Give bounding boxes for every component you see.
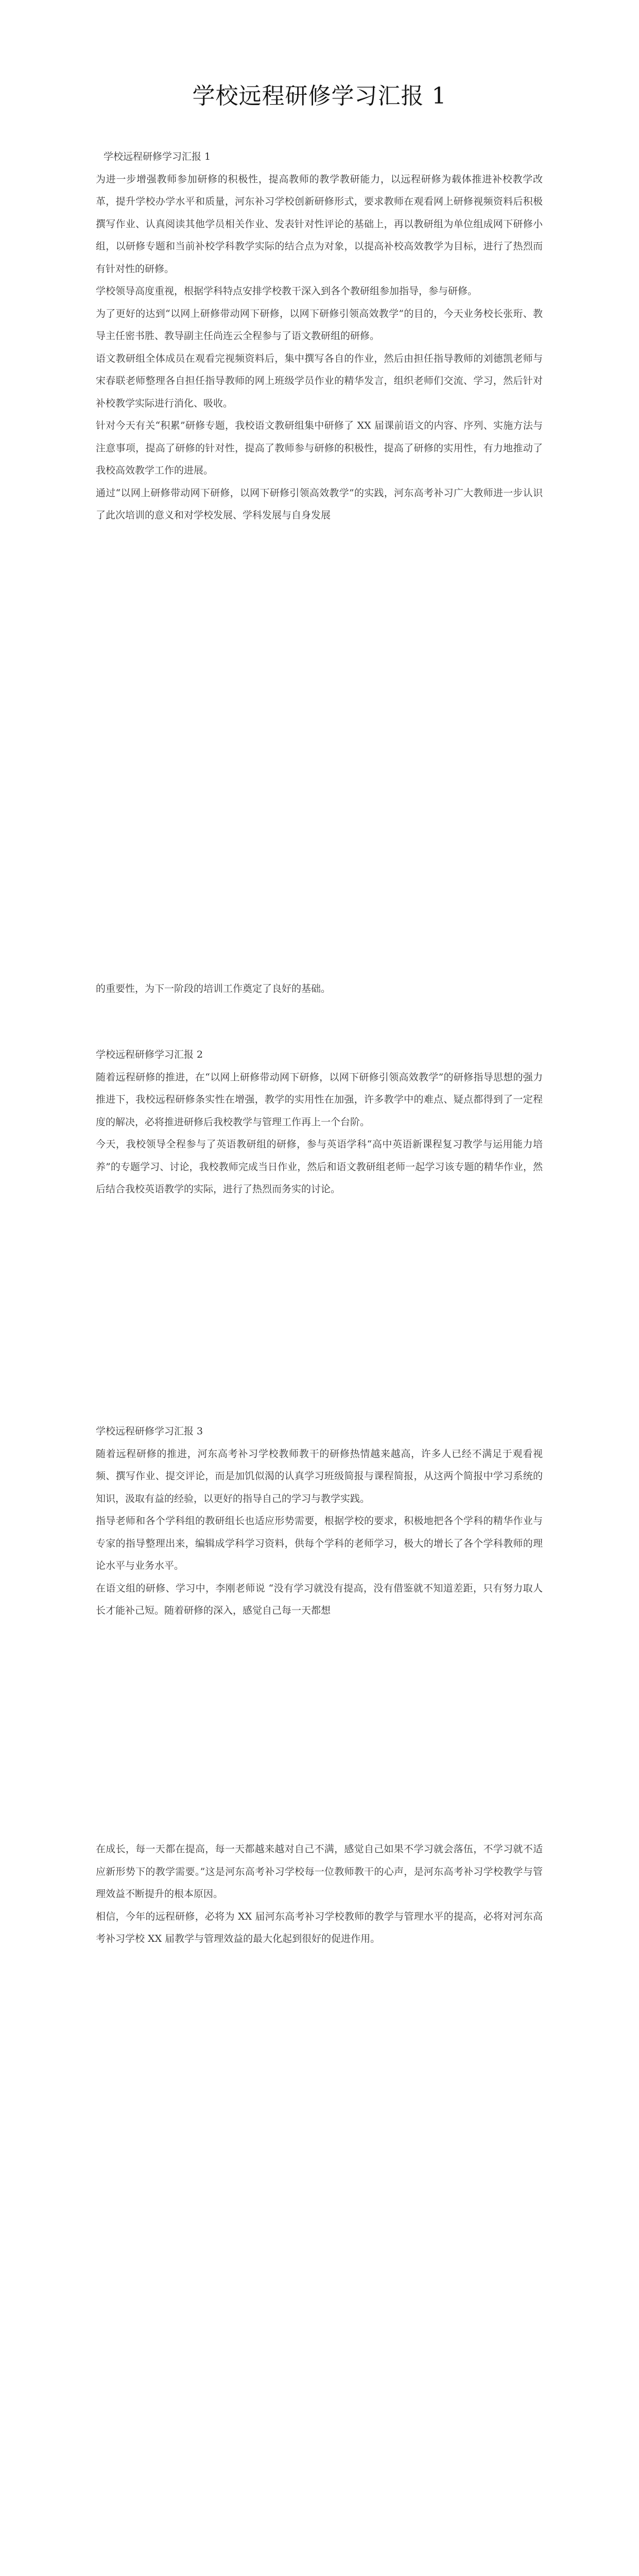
paragraph: 通过“以网上研修带动网下研修，以网下研修引领高效教学”的实践，河东高考补习广大教师进一步认识了此次培训的意义和对学校发展、学科发展与自身发展: [96, 487, 543, 521]
paragraph: 为了更好的达到“以网上研修带动网下研修，以网下研修引领高效教学”的目的，今天业务校长张珩、教导主任密书胜、教导副主任尚连云全程参与了语文教研组的研修。: [96, 308, 543, 342]
paragraph: 在语文组的研修、学习中，李刚老师说 “没有学习就没有提高，没有借鉴就不知道差距，只有努力取人长才能补己短。随着研修的深入，感觉自己每一天都想: [96, 1582, 543, 1616]
report-section-1-continuation: [96, 978, 543, 1001]
paragraph: 针对今天有关“积累”研修专题，我校语文教研组集中研修了 XX 届课前语文的内容、序列、实施方法与注意事项，提高了研修的针对性，提高了教师参与研修的积极性，提高了研修的实用性，有力地推动了我校高效教学工作的进展。: [96, 420, 543, 476]
paragraph: 为进一步增强教师参加研修的积极性，提高教师的教学教研能力，以远程研修为载体推进补校教学改革，提升学校办学水平和质量，河东补习学校创新研修形式，要求教师在观看网上研修视频资料后积极撰写作业、认真阅读其他学员相关作业、发表针对性评论的基础上，再以教研组为单位组成网下研修小组，以研修专题和当前补校学科教学实际的结合点为对象，以提高补校高效教学为目标，进行了热烈而有针对性的研修。: [96, 173, 543, 275]
paragraph: 在成长，每一天都在提高，每一天都越来越对自己不满，感觉自己如果不学习就会落伍，不学习就不适应新形势下的教学需要。”这是河东高考补习学校每一位教师教干的心声，是河东高考补习学校教学与管理效益不断提升的根本原因。: [96, 1843, 543, 1900]
paragraph: 相信，今年的远程研修，必将为 XX 届河东高考补习学校教师的教学与管理水平的提高，必将对河东高考补习学校 XX 届教学与管理效益的最大化起到很好的促进作用。: [96, 1910, 543, 1944]
report-section-1: [96, 146, 543, 527]
paragraph: 今天，我校领导全程参与了英语教研组的研修，参与英语学科“高中英语新课程复习教学与运用能力培养”的专题学习、讨论，我校教师完成当日作业，然后和语文教研组老师一起学习该专题的精华作业，然后结合我校英语教学的实际，进行了热烈而务实的讨论。: [96, 1139, 543, 1195]
section-heading: 学校远程研修学习汇报 3: [96, 1426, 203, 1437]
section-heading: 学校远程研修学习汇报 1: [103, 151, 211, 162]
paragraph: 学校领导高度重视，根据学科特点安排学校教干深入到各个教研组参加指导，参与研修。: [96, 285, 478, 297]
paragraph: 的重要性，为下一阶段的培训工作奠定了良好的基础。: [96, 983, 331, 994]
report-section-3-continuation: [96, 1838, 543, 1951]
page-title: 学校远程研修学习汇报 1: [192, 83, 447, 109]
paragraph: 指导老师和各个学科组的教研组长也适应形势需要，根据学校的要求，积极地把各个学科的精华作业与专家的指导整理出来，编辑成学科学习资料，供每个学科的老师学习，极大的增长了各个学科教师的理论水平与业务水平。: [96, 1515, 543, 1571]
report-section-3: [96, 1420, 543, 1622]
paragraph: 随着远程研修的推进，在“以网上研修带动网下研修，以网下研修引领高效教学”的研修指导思想的强力推进下，我校远程研修条实性在增强，教学的实用性在加强，许多教学中的难点、疑点都得到了一定程度的解决，必将推进研修后我校教学与管理工作再上一个台阶。: [96, 1071, 543, 1128]
report-section-2: [96, 1044, 543, 1201]
paragraph: 随着远程研修的推进，河东高考补习学校教师教干的研修热情越来越高，许多人已经不满足于观看视频、撰写作业、提交评论，而是加饥似渴的认真学习班级简报与课程简报，从这两个简报中学习系统的知识，汲取有益的经验，以更好的指导自己的学习与教学实践。: [96, 1448, 543, 1504]
section-heading: 学校远程研修学习汇报 2: [96, 1049, 203, 1060]
paragraph: 语文教研组全体成员在观看完视频资料后，集中撰写各自的作业，然后由担任指导教师的刘德凯老师与宋春联老师整理各自担任指导教师的网上班级学员作业的精华发言，组织老师们交流、学习，然后针对补校教学实际进行消化、吸收。: [96, 352, 543, 409]
